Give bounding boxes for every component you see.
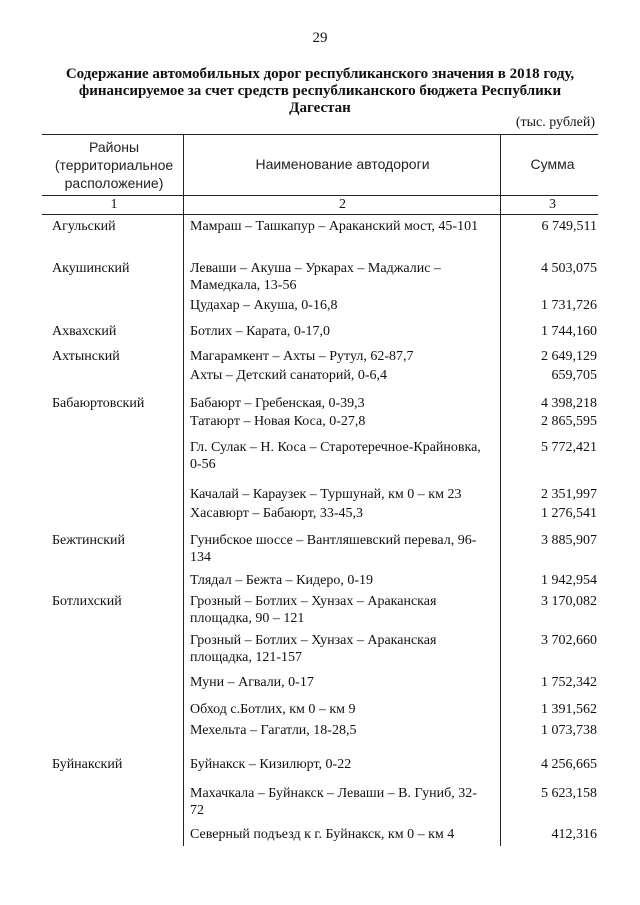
district-cell: Бежтинский <box>52 533 126 548</box>
district-cell: Ботлихский <box>52 594 122 609</box>
column-divider-1 <box>183 134 184 846</box>
sum-cell: 1 942,954 <box>541 573 597 588</box>
road-cell: Леваши – Акуша – Уркарах – Маджалис – Мамедкала, 13-56 <box>190 261 441 293</box>
road-cell: Ботлих – Карата, 0-17,0 <box>190 324 330 339</box>
road-cell: Обход с.Ботлих, км 0 – км 9 <box>190 702 356 717</box>
district-cell: Буйнакский <box>52 757 123 772</box>
sum-cell: 2 351,997 <box>541 487 597 502</box>
units-label: (тыс. рублей) <box>515 115 595 130</box>
road-cell: Татаюрт – Новая Коса, 0-27,8 <box>190 414 366 429</box>
sum-cell: 1 073,738 <box>541 723 597 738</box>
road-cell: Качалай – Караузек – Туршунай, км 0 – км 23 <box>190 487 462 502</box>
header-districts: Районы (территориальное расположение) <box>54 139 174 191</box>
table-top-border <box>42 134 598 135</box>
sum-cell: 4 503,075 <box>541 261 597 276</box>
sum-cell: 412,316 <box>551 827 597 842</box>
road-cell: Цудахар – Акуша, 0-16,8 <box>190 298 338 313</box>
sum-cell: 3 885,907 <box>541 533 597 548</box>
page-title: Содержание автомобильных дорог республиканского значения в 2018 году, финансируемое за счет средств республиканского бюджета Республики Дагестан <box>65 66 575 116</box>
sum-cell: 1 744,160 <box>541 324 597 339</box>
road-cell: Грозный – Ботлих – Хунзах – Араканская площадка, 121-157 <box>190 633 437 665</box>
sum-cell: 1 276,541 <box>541 506 597 521</box>
road-cell: Северный подъезд к г. Буйнакск, км 0 – км 4 <box>190 827 455 842</box>
road-cell: Муни – Агвали, 0-17 <box>190 675 314 690</box>
road-cell: Мамраш – Ташкапур – Араканский мост, 45-101 <box>190 219 479 234</box>
road-cell: Буйнакск – Кизилюрт, 0-22 <box>190 757 352 772</box>
sum-cell: 659,705 <box>551 368 597 383</box>
colnum-bottom-border <box>42 214 598 215</box>
sum-cell: 1 752,342 <box>541 675 597 690</box>
district-cell: Агульский <box>52 219 116 234</box>
sum-cell: 4 256,665 <box>541 757 597 772</box>
road-cell: Бабаюрт – Гребенская, 0-39,3 <box>190 396 365 411</box>
sum-cell: 1 391,562 <box>541 702 597 717</box>
column-number: 1 <box>110 197 118 212</box>
road-cell: Мехельта – Гагатли, 18-28,5 <box>190 723 357 738</box>
sum-cell: 4 398,218 <box>541 396 597 411</box>
column-number: 3 <box>549 197 556 212</box>
road-cell: Тлядал – Бежта – Кидеро, 0-19 <box>190 573 373 588</box>
sum-cell: 3 170,082 <box>541 594 597 609</box>
road-cell: Магарамкент – Ахты – Рутул, 62-87,7 <box>190 349 414 364</box>
sum-cell: 5 623,158 <box>541 786 597 801</box>
road-cell: Гл. Сулак – Н. Коса – Старотеречное-Крайновка, 0-56 <box>190 440 481 472</box>
column-number: 2 <box>339 197 346 212</box>
road-cell: Грозный – Ботлих – Хунзах – Араканская площадка, 90 – 121 <box>190 594 437 626</box>
district-cell: Бабаюртовский <box>52 396 145 411</box>
road-cell: Гунибское шоссе – Вантляшевский перевал, 96-134 <box>190 533 477 565</box>
sum-cell: 1 731,726 <box>541 298 597 313</box>
district-cell: Акушинский <box>52 261 130 276</box>
sum-cell: 3 702,660 <box>541 633 597 648</box>
road-cell: Хасавюрт – Бабаюрт, 33-45,3 <box>190 506 364 521</box>
sum-cell: 6 749,511 <box>541 219 597 234</box>
header-road-name: Наименование автодороги <box>255 156 430 172</box>
page-number: 29 <box>312 30 328 46</box>
header-bottom-border <box>42 195 598 196</box>
road-cell: Ахты – Детский санаторий, 0-6,4 <box>190 368 388 383</box>
district-cell: Ахтынский <box>52 349 120 364</box>
district-cell: Ахвахский <box>52 324 117 339</box>
road-cell: Махачкала – Буйнакск – Леваши – В. Гуниб, 32-72 <box>190 786 477 818</box>
sum-cell: 2 649,129 <box>541 349 597 364</box>
sum-cell: 2 865,595 <box>541 414 597 429</box>
header-sum: Сумма <box>530 156 575 172</box>
sum-cell: 5 772,421 <box>541 440 597 455</box>
